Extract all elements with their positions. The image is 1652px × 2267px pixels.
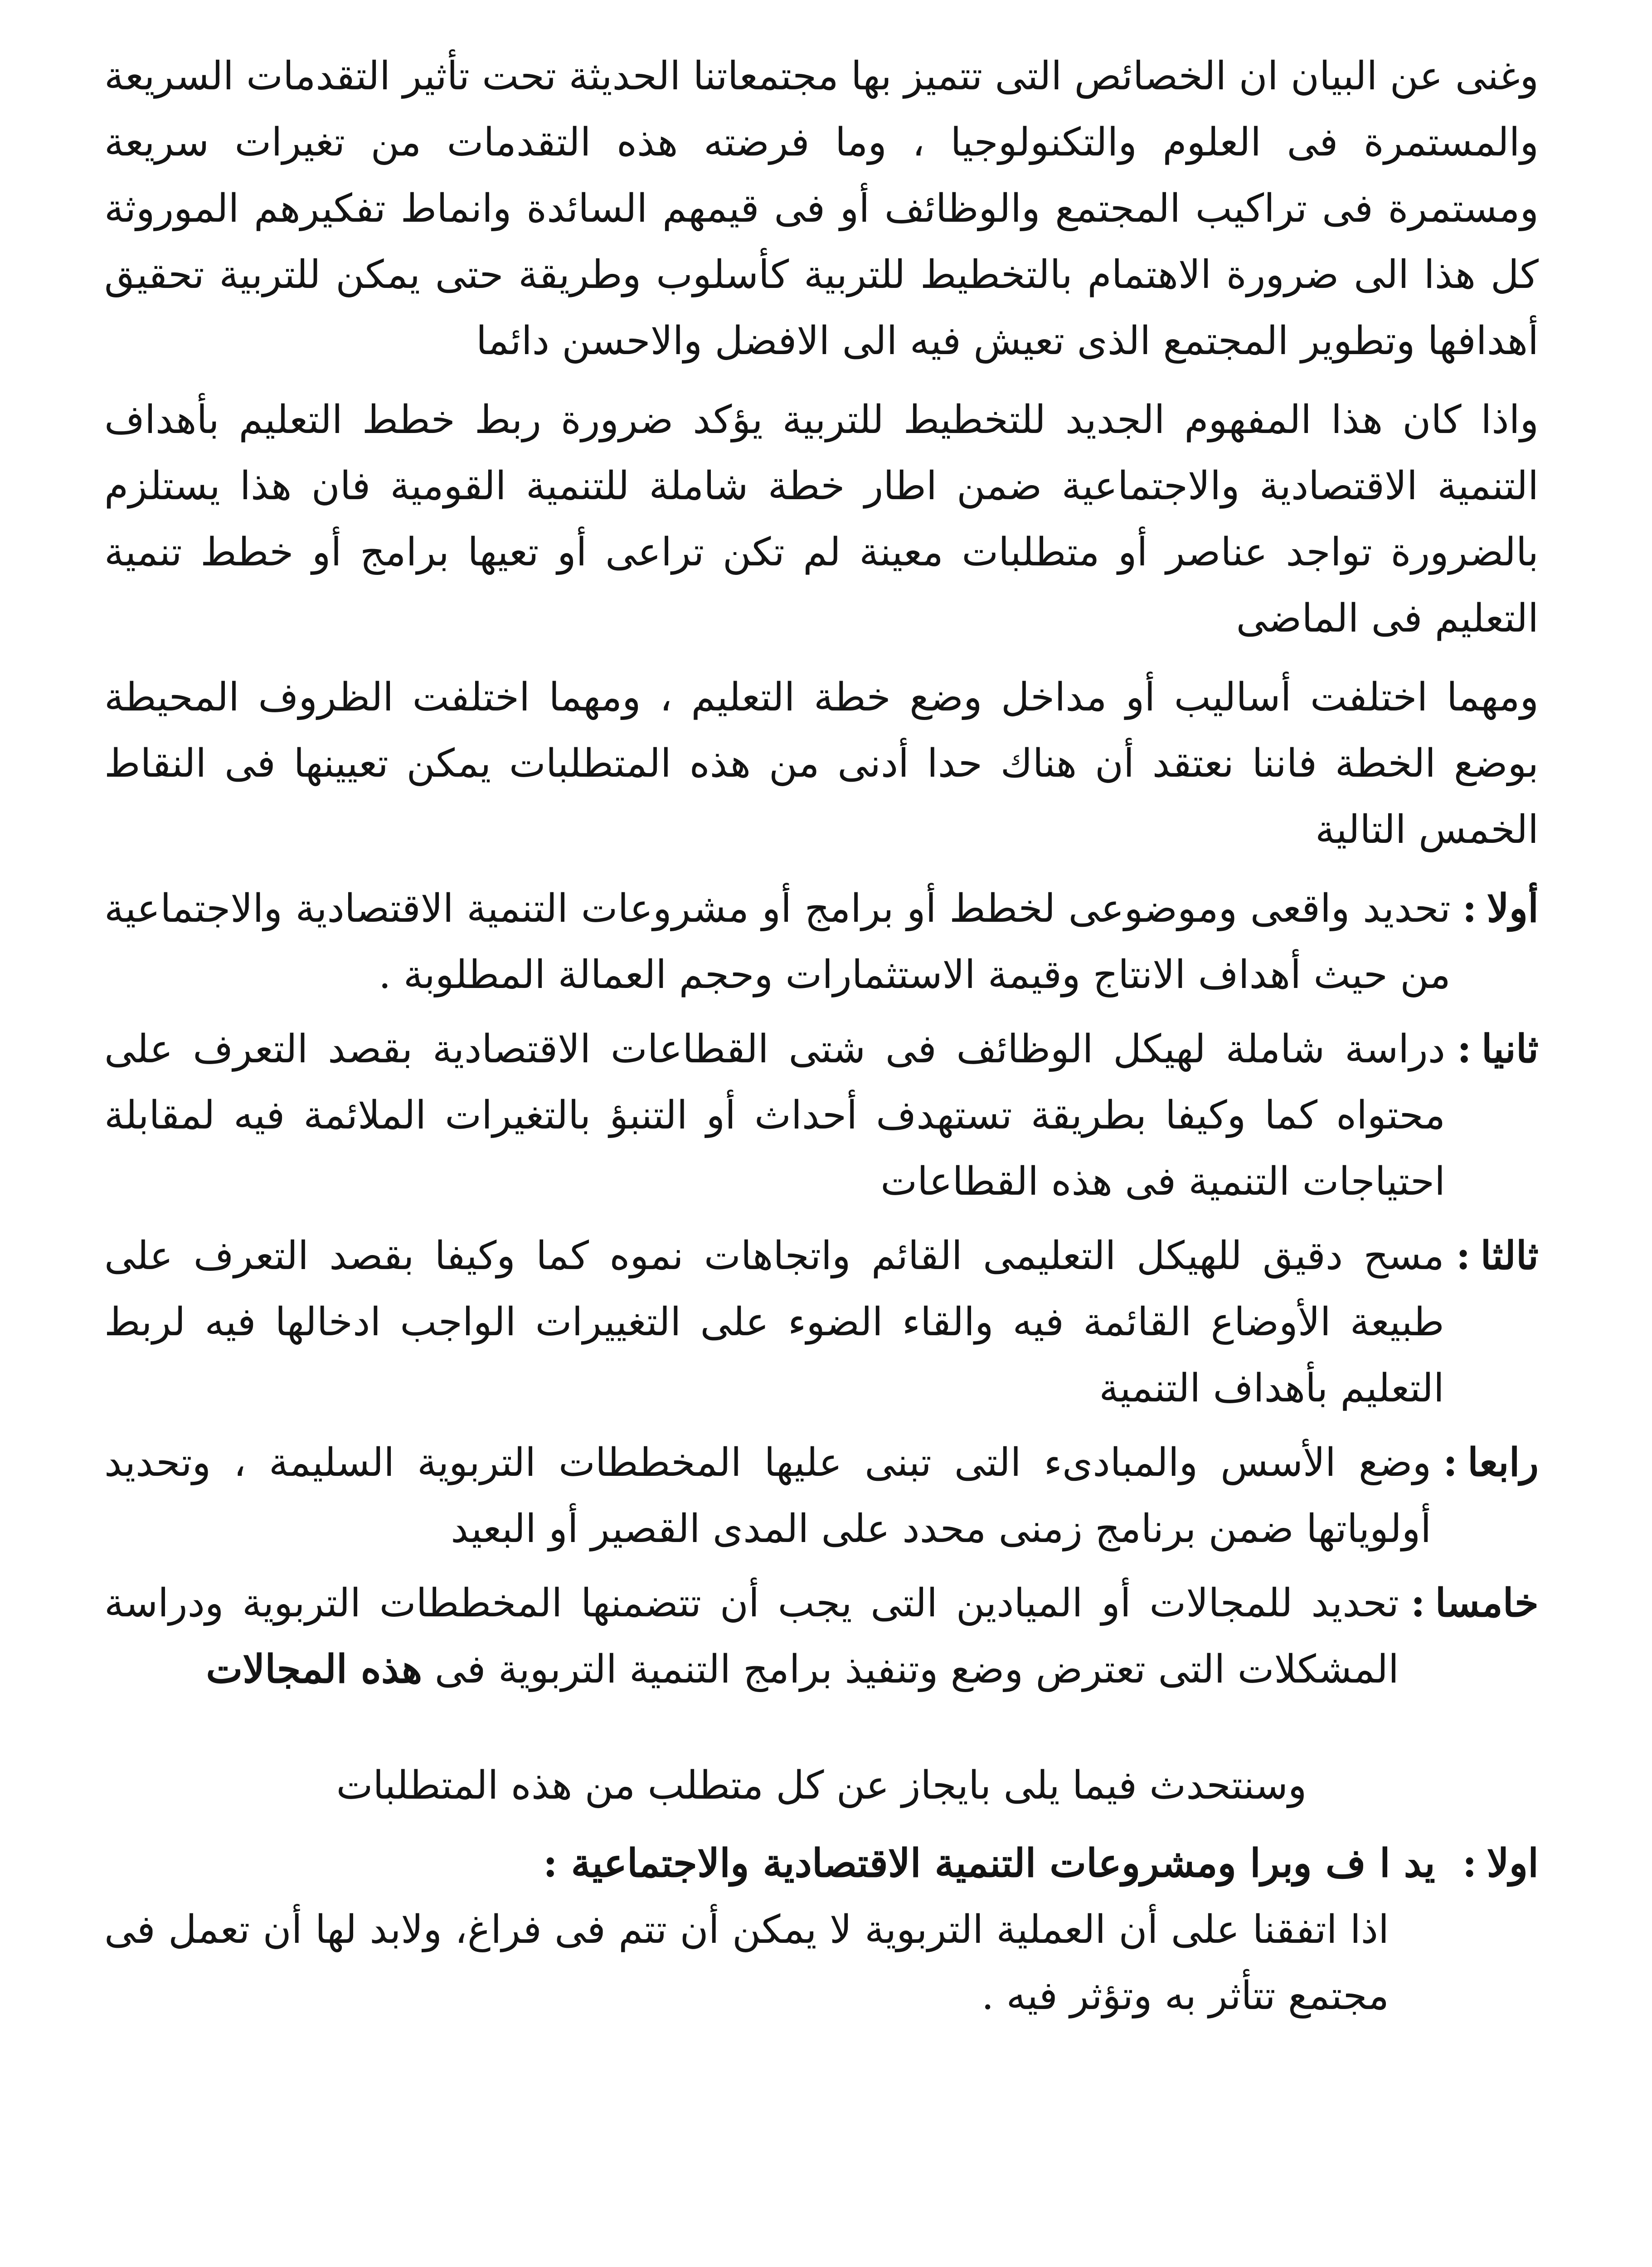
item-text-fifth-main: تحديد للمجالات أو الميادين التى يجب أن تتضمنها المخططات التربوية ودراسة المشكلات التى تعترض وضع وتنفيذ برامج التنمية التربوية فى <box>104 1581 1399 1692</box>
document-page <box>104 43 1539 2267</box>
subsection-heading <box>104 1830 1539 1897</box>
item-separator: : <box>1410 1580 1425 1626</box>
section-intro-line: وسنتحدث فيما يلى بايجاز عن كل متطلب من هذه المتطلبات <box>336 1763 1307 1808</box>
item-text-fifth-bold: هذه المجالات <box>206 1646 423 1692</box>
item-label-second: ثانيا <box>1481 1026 1539 1072</box>
paragraph-requirements: ومهما اختلفت أساليب أو مداخل وضع خطة التعليم ، ومهما اختلفت الظروف المحيطة بوضع الخطة فاننا نعتقد أن هناك حدا أدنى من هذه المتطلبات يمكن تعيينها فى النقاط الخمس التالية <box>104 675 1539 852</box>
list-item-second <box>104 1016 1539 1215</box>
item-separator: : <box>1462 885 1477 931</box>
subsection-heading-label: اولا <box>1487 1840 1539 1886</box>
item-text-fifth <box>104 1570 1399 1703</box>
item-label-fifth: خامسا <box>1435 1580 1539 1626</box>
paragraph-intro: وغنى عن البيان ان الخصائص التى تتميز بها مجتمعاتنا الحديثة تحت تأثير التقدمات السريعة والمستمرة فى العلوم والتكنولوجيا ، وما فرضته هذه التقدمات من تغيرات سريعة ومستمرة فى تراكيب المجتمع والوظائف أو فى قيمهم السائدة وانماط تفكيرهم الموروثة كل هذا الى ضرورة الاهتمام بالتخطيط للتربية كأسلوب وطريقة حتى يمكن للتربية تحقيق أهدافها وتطوير المجتمع الذى تعيش فيه الى الافضل والاحسن دائما <box>104 54 1539 364</box>
subsection-heading-separator: : <box>1462 1840 1477 1886</box>
item-separator: : <box>1457 1026 1472 1072</box>
item-separator: : <box>1456 1233 1471 1279</box>
list-item-first <box>104 876 1539 1008</box>
item-text-second: دراسة شاملة لهيكل الوظائف فى شتى القطاعات الاقتصادية بقصد التعرف على محتواه كما وكيفا بطريقة تستهدف أحداث أو التنبؤ بالتغيرات الملائمة فيه لمقابلة احتياجات التنمية فى هذه القطاعات <box>104 1026 1446 1204</box>
paragraph-planning-concept: واذا كان هذا المفهوم الجديد للتخطيط للتربية يؤكد ضرورة ربط خطط التعليم بأهداف التنمية الاقتصادية والاجتماعية ضمن اطار خطة شاملة للتنمية القومية فان هذا يستلزم بالضرورة تواجد عناصر أو متطلبات معينة لم تكن تراعى أو تعيها برامج أو خطط تنمية التعليم فى الماضى <box>104 397 1539 641</box>
list-item-fourth <box>104 1430 1539 1562</box>
closing-paragraph: اذا اتفقنا على أن العملية التربوية لا يمكن أن تتم فى فراغ، ولابد لها أن تعمل فى مجتمع تتأثر به وتؤثر فيه . <box>104 1907 1389 2019</box>
item-text-fourth: وضع الأسس والمبادىء التى تبنى عليها المخططات التربوية السليمة ، وتحديد أولوياتها ضمن برنامج زمنى محدد على المدى القصير أو البعيد <box>104 1440 1432 1552</box>
item-label-fourth: رابعا <box>1467 1440 1539 1485</box>
subsection-heading-text: يد ا ف وبرا ومشروعات التنمية الاقتصادية والاجتماعية : <box>543 1840 1435 1886</box>
item-text-third: مسح دقيق للهيكل التعليمى القائم واتجاهات نموه كما وكيفا بقصد التعرف على طبيعة الأوضاع القائمة فيه والقاء الضوء على التغييرات الواجب ادخالها فيه لربط التعليم بأهداف التنمية <box>104 1233 1444 1411</box>
item-text-first: تحديد واقعى وموضوعى لخطط أو برامج أو مشروعات التنمية الاقتصادية والاجتماعية من حيث أهداف الانتاج وقيمة الاستثمارات وحجم العمالة المطلوبة . <box>104 886 1451 997</box>
list-item-third <box>104 1223 1539 1421</box>
list-item-fifth <box>104 1570 1539 1703</box>
item-label-first: أولا <box>1487 885 1539 931</box>
item-label-third: ثالثا <box>1480 1233 1539 1279</box>
item-separator: : <box>1443 1440 1458 1485</box>
